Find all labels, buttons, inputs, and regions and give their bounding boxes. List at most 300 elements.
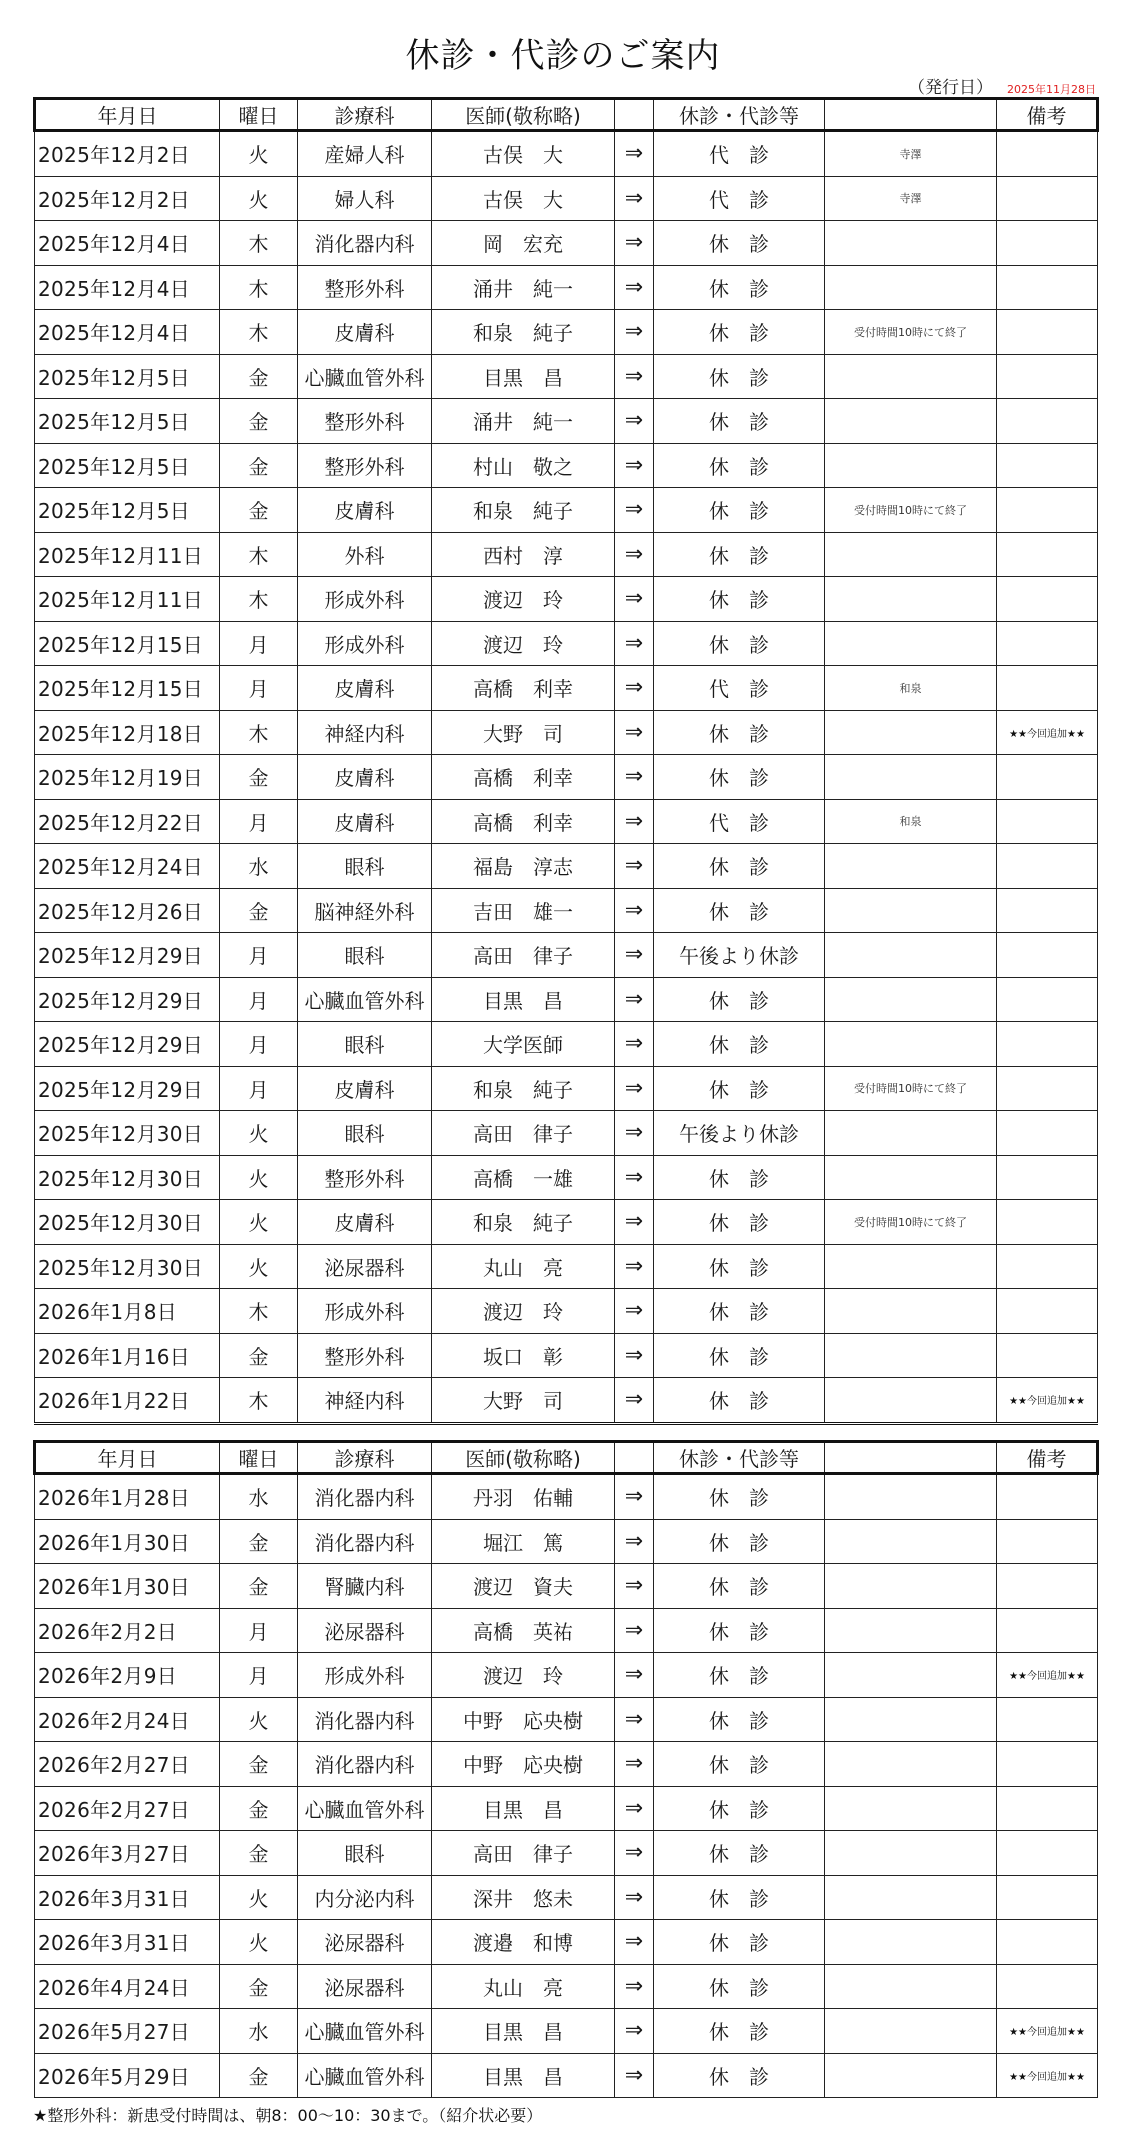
table-row (35, 1022, 1098, 1067)
cell-doctor: 福島 淳志 (432, 844, 615, 889)
cell-weekday: 木 (220, 532, 298, 577)
table-row (35, 1066, 1098, 1111)
cell-status: 休 診 (654, 1244, 825, 1289)
cell-detail: 和泉 (825, 799, 997, 844)
cell-doctor: 高橋 利幸 (432, 799, 615, 844)
table-row (35, 1111, 1098, 1156)
cell-weekday: 金 (220, 1742, 298, 1787)
cell-doctor: 高橋 利幸 (432, 755, 615, 800)
cell-date: 2025年12月29日 (35, 933, 220, 978)
cell-status: 休 診 (654, 977, 825, 1022)
arrow-icon: ⇒ (615, 844, 654, 889)
cell-date: 2026年3月31日 (35, 1920, 220, 1965)
cell-remarks (997, 577, 1098, 622)
cell-remarks (997, 1519, 1098, 1564)
table-row (35, 399, 1098, 444)
arrow-icon: ⇒ (615, 131, 654, 177)
cell-remarks: ★★今回追加★★ (997, 1653, 1098, 1698)
cell-doctor: 丹羽 佑輔 (432, 1474, 615, 1520)
cell-weekday: 月 (220, 1608, 298, 1653)
cell-detail (825, 1831, 997, 1876)
cell-department: 形成外科 (298, 1289, 432, 1334)
cell-department: 泌尿器科 (298, 1608, 432, 1653)
cell-detail (825, 977, 997, 1022)
arrow-icon: ⇒ (615, 577, 654, 622)
cell-detail (825, 1920, 997, 1965)
cell-weekday: 火 (220, 1200, 298, 1245)
cell-status: 休 診 (654, 1564, 825, 1609)
cell-status: 休 診 (654, 1964, 825, 2009)
arrow-icon: ⇒ (615, 1920, 654, 1965)
cell-status: 休 診 (654, 1786, 825, 1831)
table-row (35, 1964, 1098, 2009)
header-arrow (615, 1442, 654, 1474)
cell-status: 休 診 (654, 1200, 825, 1245)
cell-department: 泌尿器科 (298, 1244, 432, 1289)
arrow-icon: ⇒ (615, 2009, 654, 2054)
arrow-icon: ⇒ (615, 1564, 654, 1609)
table-row (35, 933, 1098, 978)
page-title: 休診・代診のご案内 (405, 36, 721, 76)
cell-doctor: 坂口 彰 (432, 1333, 615, 1378)
cell-doctor: 深井 悠未 (432, 1875, 615, 1920)
cell-remarks (997, 131, 1098, 177)
cell-detail (825, 621, 997, 666)
cell-status: 休 診 (654, 221, 825, 266)
cell-department: 皮膚科 (298, 488, 432, 533)
arrow-icon: ⇒ (615, 1289, 654, 1334)
cell-date: 2026年5月29日 (35, 2053, 220, 2098)
cell-remarks (997, 1333, 1098, 1378)
cell-detail (825, 577, 997, 622)
cell-date: 2026年1月30日 (35, 1564, 220, 1609)
cell-date: 2025年12月29日 (35, 1066, 220, 1111)
cell-doctor: 目黒 昌 (432, 354, 615, 399)
table-header-row (35, 1442, 1098, 1474)
cell-remarks: ★★今回追加★★ (997, 1378, 1098, 1424)
cell-doctor: 渡邉 和博 (432, 1920, 615, 1965)
cell-detail (825, 1519, 997, 1564)
cell-date: 2025年12月11日 (35, 577, 220, 622)
cell-weekday: 火 (220, 1111, 298, 1156)
cell-status: 休 診 (654, 1653, 825, 1698)
cell-weekday: 火 (220, 1875, 298, 1920)
cell-department: 皮膚科 (298, 666, 432, 711)
table-row (35, 1742, 1098, 1787)
cell-department: 婦人科 (298, 176, 432, 221)
cell-status: 代 診 (654, 799, 825, 844)
cell-detail (825, 1564, 997, 1609)
arrow-icon: ⇒ (615, 1333, 654, 1378)
table-row (35, 1155, 1098, 1200)
table-row (35, 443, 1098, 488)
table-row (35, 577, 1098, 622)
table-row (35, 1519, 1098, 1564)
arrow-icon: ⇒ (615, 888, 654, 933)
cell-department: 眼科 (298, 933, 432, 978)
cell-date: 2026年4月24日 (35, 1964, 220, 2009)
cell-remarks (997, 1066, 1098, 1111)
cell-department: 消化器内科 (298, 1474, 432, 1520)
cell-doctor: 渡辺 玲 (432, 1289, 615, 1334)
cell-detail (825, 710, 997, 755)
cell-weekday: 水 (220, 1474, 298, 1520)
cell-status: 休 診 (654, 1742, 825, 1787)
arrow-icon: ⇒ (615, 666, 654, 711)
cell-status: 休 診 (654, 443, 825, 488)
cell-department: 皮膚科 (298, 1200, 432, 1245)
cell-remarks (997, 1786, 1098, 1831)
cell-detail (825, 221, 997, 266)
cell-detail (825, 1474, 997, 1520)
cell-department: 泌尿器科 (298, 1964, 432, 2009)
cell-doctor: 堀江 篤 (432, 1519, 615, 1564)
cell-department: 形成外科 (298, 577, 432, 622)
cell-status: 休 診 (654, 1920, 825, 1965)
table-row (35, 2053, 1098, 2098)
cell-date: 2025年12月5日 (35, 443, 220, 488)
cell-date: 2025年12月2日 (35, 131, 220, 177)
cell-status: 休 診 (654, 577, 825, 622)
arrow-icon: ⇒ (615, 2053, 654, 2098)
table-row (35, 1564, 1098, 1609)
header-weekday: 曜日 (220, 1442, 298, 1474)
header-arrow (615, 99, 654, 131)
cell-department: 整形外科 (298, 265, 432, 310)
cell-weekday: 木 (220, 1378, 298, 1424)
cell-detail (825, 1333, 997, 1378)
cell-weekday: 火 (220, 176, 298, 221)
cell-date: 2026年1月30日 (35, 1519, 220, 1564)
cell-weekday: 木 (220, 577, 298, 622)
cell-weekday: 金 (220, 1564, 298, 1609)
cell-date: 2026年2月27日 (35, 1786, 220, 1831)
cell-doctor: 渡辺 玲 (432, 621, 615, 666)
cell-detail (825, 1608, 997, 1653)
cell-date: 2025年12月11日 (35, 532, 220, 577)
cell-status: 休 診 (654, 888, 825, 933)
cell-detail (825, 399, 997, 444)
cell-weekday: 月 (220, 799, 298, 844)
arrow-icon: ⇒ (615, 1964, 654, 2009)
cell-department: 神経内科 (298, 710, 432, 755)
issue-date-value: 2025年11月28日 (1007, 83, 1096, 96)
table-row (35, 621, 1098, 666)
cell-weekday: 月 (220, 621, 298, 666)
cell-department: 心臓血管外科 (298, 354, 432, 399)
table-row (35, 888, 1098, 933)
cell-department: 腎臓内科 (298, 1564, 432, 1609)
arrow-icon: ⇒ (615, 710, 654, 755)
cell-doctor: 涌井 純一 (432, 265, 615, 310)
cell-doctor: 丸山 亮 (432, 1244, 615, 1289)
cell-detail (825, 755, 997, 800)
cell-date: 2025年12月30日 (35, 1155, 220, 1200)
cell-department: 内分泌内科 (298, 1875, 432, 1920)
cell-department: 皮膚科 (298, 755, 432, 800)
cell-status: 休 診 (654, 710, 825, 755)
cell-doctor: 渡辺 資夫 (432, 1564, 615, 1609)
table-row (35, 710, 1098, 755)
arrow-icon: ⇒ (615, 532, 654, 577)
cell-doctor: 渡辺 玲 (432, 1653, 615, 1698)
cell-doctor: 目黒 昌 (432, 2009, 615, 2054)
table-row (35, 1653, 1098, 1698)
cell-weekday: 金 (220, 354, 298, 399)
cell-date: 2025年12月4日 (35, 310, 220, 355)
cell-date: 2026年1月8日 (35, 1289, 220, 1334)
cell-date: 2025年12月19日 (35, 755, 220, 800)
cell-status: 休 診 (654, 488, 825, 533)
cell-doctor: 涌井 純一 (432, 399, 615, 444)
arrow-icon: ⇒ (615, 1742, 654, 1787)
table-row (35, 1378, 1098, 1424)
cell-department: 皮膚科 (298, 310, 432, 355)
cell-date: 2025年12月24日 (35, 844, 220, 889)
cell-doctor: 目黒 昌 (432, 977, 615, 1022)
arrow-icon: ⇒ (615, 1200, 654, 1245)
cell-remarks (997, 265, 1098, 310)
cell-weekday: 木 (220, 310, 298, 355)
cell-detail (825, 2053, 997, 2098)
cell-department: 皮膚科 (298, 799, 432, 844)
header-detail (825, 99, 997, 131)
cell-doctor: 高田 律子 (432, 933, 615, 978)
cell-doctor: 中野 応央樹 (432, 1742, 615, 1787)
header-status: 休診・代診等 (654, 1442, 825, 1474)
cell-department: 心臓血管外科 (298, 2009, 432, 2054)
arrow-icon: ⇒ (615, 1111, 654, 1156)
arrow-icon: ⇒ (615, 1474, 654, 1520)
cell-department: 眼科 (298, 1111, 432, 1156)
cell-date: 2025年12月30日 (35, 1244, 220, 1289)
cell-department: 泌尿器科 (298, 1920, 432, 1965)
cell-weekday: 金 (220, 1786, 298, 1831)
cell-date: 2025年12月4日 (35, 265, 220, 310)
cell-weekday: 金 (220, 1964, 298, 2009)
cell-status: 休 診 (654, 755, 825, 800)
cell-status: 休 診 (654, 844, 825, 889)
cell-department: 整形外科 (298, 1333, 432, 1378)
table-row (35, 1333, 1098, 1378)
cell-doctor: 高橋 一雄 (432, 1155, 615, 1200)
cell-remarks (997, 176, 1098, 221)
arrow-icon: ⇒ (615, 221, 654, 266)
cell-detail: 受付時間10時にて終了 (825, 310, 997, 355)
cell-date: 2025年12月22日 (35, 799, 220, 844)
cell-remarks (997, 221, 1098, 266)
cell-remarks (997, 666, 1098, 711)
arrow-icon: ⇒ (615, 354, 654, 399)
table-row (35, 977, 1098, 1022)
cell-detail (825, 1244, 997, 1289)
cell-date: 2025年12月30日 (35, 1111, 220, 1156)
table-row (35, 131, 1098, 177)
cell-status: 休 診 (654, 1155, 825, 1200)
cell-remarks (997, 1289, 1098, 1334)
cell-doctor: 高田 律子 (432, 1111, 615, 1156)
cell-detail (825, 1022, 997, 1067)
table-row (35, 221, 1098, 266)
header-status: 休診・代診等 (654, 99, 825, 131)
cell-detail: 受付時間10時にて終了 (825, 488, 997, 533)
cell-weekday: 月 (220, 1022, 298, 1067)
cell-remarks (997, 977, 1098, 1022)
cell-remarks (997, 443, 1098, 488)
cell-status: 代 診 (654, 666, 825, 711)
cell-date: 2025年12月5日 (35, 354, 220, 399)
cell-doctor: 大野 司 (432, 1378, 615, 1424)
table-row (35, 1200, 1098, 1245)
header-doctor: 医師(敬称略) (432, 99, 615, 131)
cell-weekday: 金 (220, 888, 298, 933)
cell-weekday: 金 (220, 488, 298, 533)
cell-detail (825, 1697, 997, 1742)
cell-doctor: 和泉 純子 (432, 1066, 615, 1111)
cell-status: 休 診 (654, 399, 825, 444)
cell-weekday: 火 (220, 131, 298, 177)
cell-remarks: ★★今回追加★★ (997, 2009, 1098, 2054)
cell-remarks (997, 799, 1098, 844)
arrow-icon: ⇒ (615, 1244, 654, 1289)
header-date: 年月日 (35, 99, 220, 131)
cell-department: 消化器内科 (298, 221, 432, 266)
cell-remarks (997, 399, 1098, 444)
arrow-icon: ⇒ (615, 399, 654, 444)
arrow-icon: ⇒ (615, 933, 654, 978)
cell-remarks (997, 532, 1098, 577)
cell-weekday: 月 (220, 977, 298, 1022)
cell-department: 消化器内科 (298, 1742, 432, 1787)
arrow-icon: ⇒ (615, 1022, 654, 1067)
cell-doctor: 大野 司 (432, 710, 615, 755)
arrow-icon: ⇒ (615, 1519, 654, 1564)
table-row (35, 755, 1098, 800)
cell-doctor: 吉田 雄一 (432, 888, 615, 933)
cell-detail: 和泉 (825, 666, 997, 711)
arrow-icon: ⇒ (615, 488, 654, 533)
arrow-icon: ⇒ (615, 310, 654, 355)
arrow-icon: ⇒ (615, 755, 654, 800)
cell-remarks (997, 844, 1098, 889)
table-row (35, 799, 1098, 844)
header-remarks: 備考 (997, 1442, 1098, 1474)
cell-detail: 寺澤 (825, 131, 997, 177)
cell-date: 2026年2月27日 (35, 1742, 220, 1787)
cell-department: 整形外科 (298, 399, 432, 444)
table-row (35, 265, 1098, 310)
cell-remarks (997, 1608, 1098, 1653)
cell-doctor: 和泉 純子 (432, 310, 615, 355)
header-doctor: 医師(敬称略) (432, 1442, 615, 1474)
cell-remarks (997, 1964, 1098, 2009)
arrow-icon: ⇒ (615, 977, 654, 1022)
header-detail (825, 1442, 997, 1474)
cell-doctor: 高橋 利幸 (432, 666, 615, 711)
cell-remarks (997, 888, 1098, 933)
cell-department: 眼科 (298, 844, 432, 889)
issue-date-label: （発行日） (908, 78, 993, 98)
cell-doctor: 中野 応央樹 (432, 1697, 615, 1742)
arrow-icon: ⇒ (615, 1608, 654, 1653)
cell-doctor: 高田 律子 (432, 1831, 615, 1876)
cell-date: 2025年12月18日 (35, 710, 220, 755)
cell-detail: 受付時間10時にて終了 (825, 1066, 997, 1111)
cell-detail (825, 888, 997, 933)
cell-doctor: 高橋 英祐 (432, 1608, 615, 1653)
cell-status: 午後より休診 (654, 1111, 825, 1156)
cell-remarks (997, 1742, 1098, 1787)
header-weekday: 曜日 (220, 99, 298, 131)
cell-detail (825, 1964, 997, 2009)
cell-date: 2025年12月30日 (35, 1200, 220, 1245)
cell-remarks (997, 1920, 1098, 1965)
cell-department: 整形外科 (298, 1155, 432, 1200)
cell-doctor: 和泉 純子 (432, 488, 615, 533)
cell-status: 休 診 (654, 1474, 825, 1520)
cell-weekday: 金 (220, 755, 298, 800)
cell-doctor: 村山 敬之 (432, 443, 615, 488)
cell-detail (825, 1111, 997, 1156)
cell-department: 整形外科 (298, 443, 432, 488)
cell-remarks (997, 755, 1098, 800)
cell-doctor: 和泉 純子 (432, 1200, 615, 1245)
cell-weekday: 火 (220, 1244, 298, 1289)
cell-weekday: 金 (220, 1831, 298, 1876)
header-department: 診療科 (298, 1442, 432, 1474)
cell-department: 心臓血管外科 (298, 1786, 432, 1831)
cell-remarks (997, 621, 1098, 666)
cell-department: 眼科 (298, 1022, 432, 1067)
table-row (35, 354, 1098, 399)
cell-department: 産婦人科 (298, 131, 432, 177)
cell-weekday: 火 (220, 1697, 298, 1742)
cell-date: 2025年12月29日 (35, 1022, 220, 1067)
table-row (35, 1920, 1098, 1965)
cell-date: 2025年12月5日 (35, 488, 220, 533)
cell-detail (825, 265, 997, 310)
cell-department: 心臓血管外科 (298, 2053, 432, 2098)
cell-doctor: 丸山 亮 (432, 1964, 615, 2009)
cell-weekday: 火 (220, 1155, 298, 1200)
arrow-icon: ⇒ (615, 799, 654, 844)
table-row (35, 488, 1098, 533)
cell-status: 休 診 (654, 1831, 825, 1876)
table-row (35, 176, 1098, 221)
cell-date: 2026年1月16日 (35, 1333, 220, 1378)
cell-date: 2025年12月29日 (35, 977, 220, 1022)
cell-department: 眼科 (298, 1831, 432, 1876)
table-row (35, 1474, 1098, 1520)
cell-detail (825, 1875, 997, 1920)
cell-status: 休 診 (654, 310, 825, 355)
arrow-icon: ⇒ (615, 1697, 654, 1742)
cell-date: 2025年12月2日 (35, 176, 220, 221)
table-row (35, 1608, 1098, 1653)
cell-remarks: ★★今回追加★★ (997, 710, 1098, 755)
table-row (35, 1697, 1098, 1742)
table-row (35, 1244, 1098, 1289)
cell-status: 休 診 (654, 1519, 825, 1564)
cell-remarks (997, 1111, 1098, 1156)
cell-remarks (997, 1875, 1098, 1920)
cell-doctor: 大学医師 (432, 1022, 615, 1067)
cell-weekday: 木 (220, 1289, 298, 1334)
cell-date: 2025年12月15日 (35, 621, 220, 666)
cell-remarks (997, 1022, 1098, 1067)
cell-status: 休 診 (654, 1608, 825, 1653)
cell-detail (825, 1786, 997, 1831)
